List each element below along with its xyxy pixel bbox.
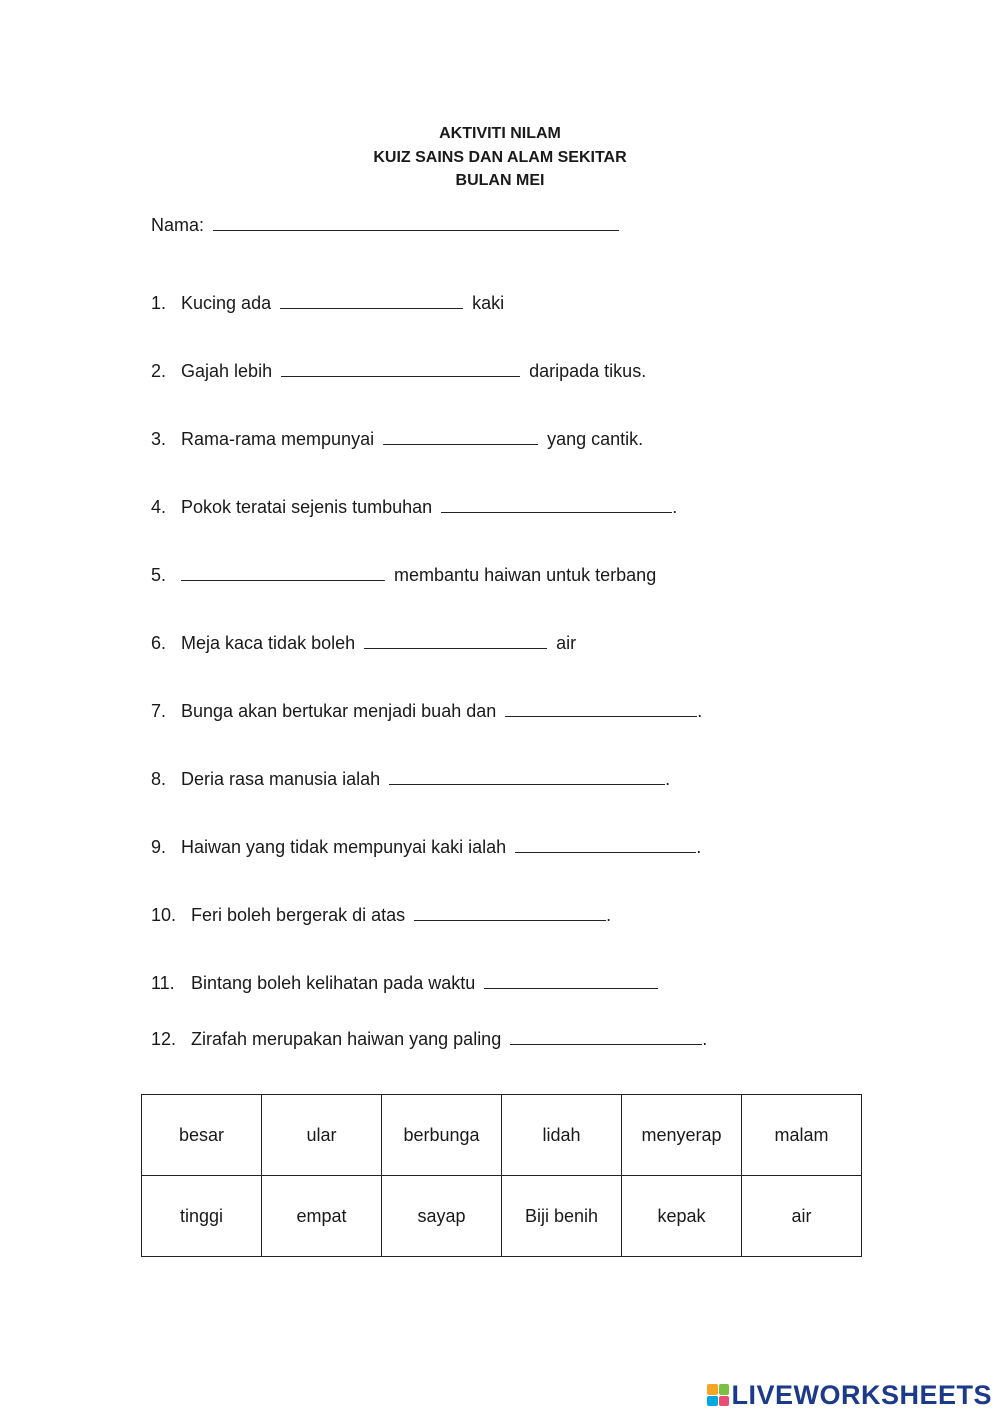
question-number: 7. — [151, 701, 167, 721]
question-number: 1. — [151, 293, 167, 313]
question-text: Feri boleh bergerak di atas — [191, 905, 406, 925]
question-6 — [151, 629, 576, 655]
question-text: Haiwan yang tidak mempunyai kaki ialah — [181, 837, 507, 857]
question-3 — [151, 425, 643, 451]
question-text: Bunga akan bertukar menjadi buah dan — [181, 701, 497, 721]
answer-blank[interactable] — [505, 697, 697, 717]
word-bank-cell: sayap — [382, 1176, 502, 1257]
question-text: . — [665, 769, 671, 789]
word-bank-cell: empat — [262, 1176, 382, 1257]
question-number: 3. — [151, 429, 167, 449]
question-11 — [151, 969, 662, 995]
word-bank-cell: air — [742, 1176, 862, 1257]
word-bank-cell: berbunga — [382, 1095, 502, 1176]
answer-blank[interactable] — [281, 357, 520, 377]
question-number: 5. — [151, 565, 167, 585]
question-text: . — [697, 701, 703, 721]
title-line-2: KUIZ SAINS DAN ALAM SEKITAR — [373, 148, 627, 166]
question-9 — [151, 833, 701, 859]
word-bank-cell: malam — [742, 1095, 862, 1176]
question-2 — [151, 357, 646, 383]
name-input[interactable] — [213, 211, 619, 231]
question-number: 10. — [151, 905, 177, 925]
title-line-1: AKTIVITI NILAM — [439, 125, 561, 142]
question-12 — [151, 1025, 707, 1051]
question-text: Pokok teratai sejenis tumbuhan — [181, 497, 433, 517]
answer-blank[interactable] — [364, 629, 547, 649]
word-bank-cell: Biji benih — [502, 1176, 622, 1257]
word-bank-row — [142, 1176, 862, 1257]
question-text: air — [556, 633, 577, 653]
question-number: 12. — [151, 1029, 177, 1049]
question-text: . — [672, 497, 678, 517]
name-label: Nama: — [151, 215, 205, 235]
word-bank-row — [142, 1095, 862, 1176]
question-number: 6. — [151, 633, 167, 653]
question-text: Kucing ada — [181, 293, 272, 313]
question-text: Zirafah merupakan haiwan yang paling — [191, 1029, 502, 1049]
question-text: daripada tikus. — [529, 361, 647, 381]
word-bank-cell: menyerap — [622, 1095, 742, 1176]
word-bank-cell: ular — [262, 1095, 382, 1176]
answer-blank[interactable] — [383, 425, 538, 445]
question-text: . — [606, 905, 612, 925]
name-row — [151, 211, 623, 236]
answer-blank[interactable] — [280, 289, 463, 309]
question-text: kaki — [472, 293, 505, 313]
question-text: . — [696, 837, 702, 857]
question-10 — [151, 901, 611, 927]
question-text: yang cantik. — [547, 429, 644, 449]
liveworksheets-logo[interactable] — [707, 1381, 992, 1409]
word-bank-cell: kepak — [622, 1176, 742, 1257]
word-bank-cell: lidah — [502, 1095, 622, 1176]
question-text: Deria rasa manusia ialah — [181, 769, 381, 789]
answer-blank[interactable] — [515, 833, 696, 853]
answer-blank[interactable] — [389, 765, 665, 785]
question-number: 2. — [151, 361, 167, 381]
answer-blank[interactable] — [510, 1025, 702, 1045]
word-bank-cell: tinggi — [142, 1176, 262, 1257]
question-4 — [151, 493, 677, 519]
question-8 — [151, 765, 670, 791]
question-7 — [151, 697, 702, 723]
question-text: . — [702, 1029, 708, 1049]
liveworksheets-brand: LIVEWORKSHEETS — [731, 1379, 992, 1410]
word-bank-cell: besar — [142, 1095, 262, 1176]
answer-blank[interactable] — [484, 969, 658, 989]
word-bank-table — [141, 1094, 862, 1257]
title-line-3: BULAN MEI — [455, 172, 545, 189]
question-text: membantu haiwan untuk terbang — [394, 565, 657, 585]
question-text: Gajah lebih — [181, 361, 273, 381]
answer-blank[interactable] — [181, 561, 385, 581]
answer-blank[interactable] — [441, 493, 672, 513]
liveworksheets-logo-icon — [707, 1384, 729, 1406]
question-5 — [151, 561, 656, 587]
question-text: Bintang boleh kelihatan pada waktu — [191, 973, 476, 993]
question-text: Meja kaca tidak boleh — [181, 633, 356, 653]
worksheet-title — [0, 122, 1000, 193]
question-number: 8. — [151, 769, 167, 789]
question-number: 11. — [151, 973, 175, 993]
question-text: Rama-rama mempunyai — [181, 429, 375, 449]
answer-blank[interactable] — [414, 901, 606, 921]
question-number: 9. — [151, 837, 167, 857]
question-number: 4. — [151, 497, 167, 517]
question-1 — [151, 289, 504, 315]
